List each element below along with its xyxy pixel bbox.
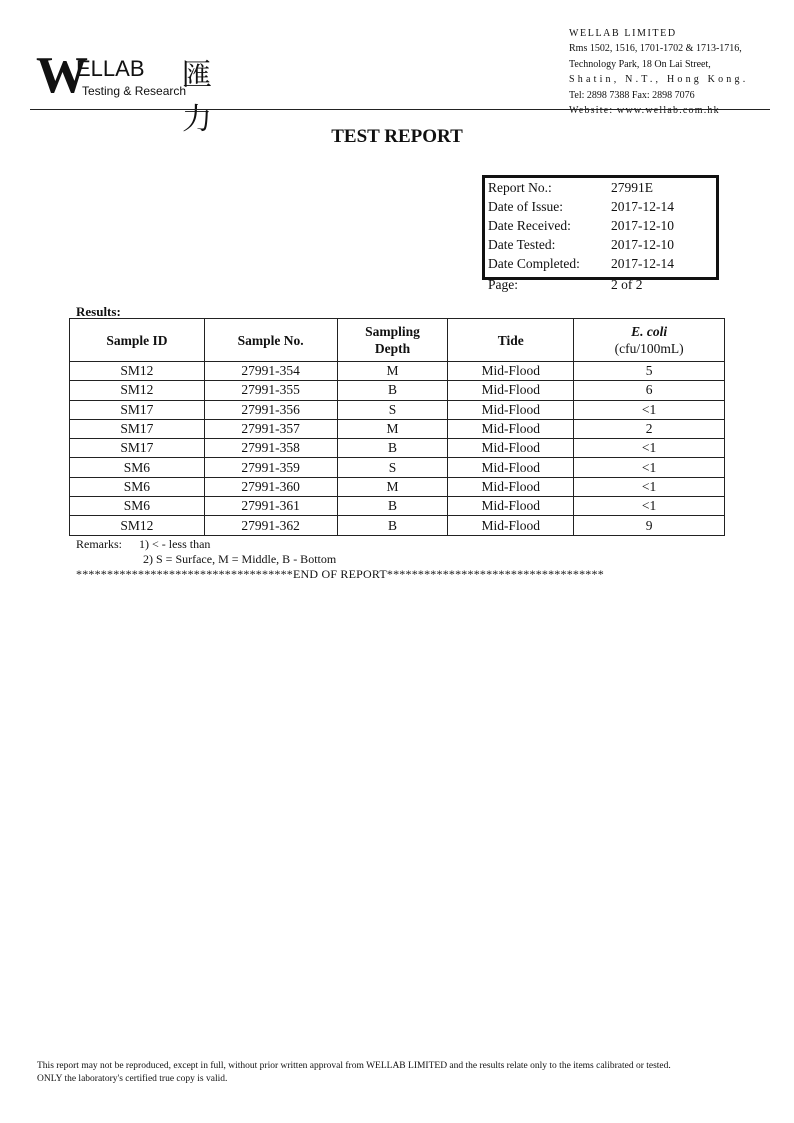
address-line-2: Technology Park, 18 On Lai Street, [569,58,711,70]
header-depth-line2: Depth [374,341,411,356]
remarks-line-1: 1) < - less than [139,537,211,551]
header-ecoli [574,319,725,362]
phone-fax: Tel: 2898 7388 Fax: 2898 7076 [569,89,695,101]
cell-sample-no: 27991-358 [204,439,337,458]
cell-depth: M [337,477,448,496]
table-row [70,516,725,535]
cell-ecoli: 6 [574,381,725,400]
header-depth-line1: Sampling [365,324,420,339]
logo-brand-text: ELLAB [76,56,145,81]
end-of-report: ***********************************END OF REPORT*********************************** [76,567,604,581]
cell-sample-no: 27991-359 [204,458,337,477]
cell-sample-no: 27991-354 [204,362,337,381]
header-divider [30,109,770,110]
logo-subtitle: Testing & Research [82,84,187,98]
remarks [76,537,210,552]
cell-tide: Mid-Flood [448,381,574,400]
table-header-row [70,319,725,362]
header-sample-no: Sample No. [204,319,337,362]
table-row [70,381,725,400]
cell-ecoli: 5 [574,362,725,381]
table-row [70,458,725,477]
info-value: 2 of 2 [611,277,643,292]
cell-sample-id: SM6 [70,497,205,516]
cell-ecoli: <1 [574,497,725,516]
cell-sample-id: SM17 [70,439,205,458]
footer-line-1: This report may not be reproduced, except in full, without prior written approval from WELLAB LIMITED and the results relate only to the items calibrated or tested. [37,1061,671,1071]
cell-sample-no: 27991-355 [204,381,337,400]
website: Website: www.wellab.com.hk [569,105,720,117]
company-name: WELLAB LIMITED [569,28,677,39]
cell-ecoli: <1 [574,400,725,419]
info-value: 2017-12-10 [611,218,674,233]
footer-disclaimer [37,1060,777,1086]
cell-tide: Mid-Flood [448,458,574,477]
cell-tide: Mid-Flood [448,497,574,516]
cell-depth: M [337,362,448,381]
cell-sample-id: SM6 [70,477,205,496]
remarks-line-2: 2) S = Surface, M = Middle, B - Bottom [143,552,337,566]
cell-sample-no: 27991-362 [204,516,337,535]
cell-sample-id: SM17 [70,400,205,419]
company-logo [36,47,216,137]
cell-sample-no: 27991-356 [204,400,337,419]
info-label: Date Completed: [488,256,580,271]
cell-depth: S [337,400,448,419]
cell-depth: B [337,439,448,458]
cell-sample-no: 27991-361 [204,497,337,516]
cell-ecoli: 9 [574,516,725,535]
info-label: Date of Issue: [488,199,563,214]
cell-tide: Mid-Flood [448,400,574,419]
cell-sample-id: SM17 [70,419,205,438]
cell-sample-no: 27991-357 [204,419,337,438]
cell-sample-no: 27991-360 [204,477,337,496]
cell-sample-id: SM12 [70,381,205,400]
address-line-3: Shatin, N.T., Hong Kong. [569,74,749,86]
header-ecoli-unit: (cfu/100mL) [614,341,684,356]
logo-w-mark: W [36,47,86,104]
header-ecoli-name: E. coli [631,324,668,339]
info-label: Report No.: [488,180,552,195]
remarks-label: Remarks: [76,537,122,551]
table-row [70,419,725,438]
header-tide: Tide [448,319,574,362]
table-row [70,362,725,381]
cell-sample-id: SM12 [70,516,205,535]
info-value: 2017-12-14 [611,256,674,271]
address-line-1: Rms 1502, 1516, 1701-1702 & 1713-1716, [569,43,742,55]
info-label: Page: [488,277,518,292]
cell-sample-id: SM12 [70,362,205,381]
cell-depth: S [337,458,448,477]
cell-ecoli: <1 [574,458,725,477]
cell-ecoli: <1 [574,477,725,496]
page-title: TEST REPORT [331,126,463,147]
info-label: Date Received: [488,218,571,233]
info-value: 27991E [611,180,653,195]
results-table [69,318,725,536]
cell-depth: B [337,381,448,400]
info-value: 2017-12-14 [611,199,674,214]
header-sampling-depth [337,319,448,362]
info-value: 2017-12-10 [611,237,674,252]
cell-tide: Mid-Flood [448,477,574,496]
cell-ecoli: 2 [574,419,725,438]
cell-depth: B [337,497,448,516]
cell-tide: Mid-Flood [448,439,574,458]
logo-chinese-text: 匯力 [182,58,212,137]
footer-line-2: ONLY the laboratory's certified true copy is valid. [37,1074,228,1084]
cell-sample-id: SM6 [70,458,205,477]
company-address-block [569,26,769,118]
cell-ecoli: <1 [574,439,725,458]
cell-tide: Mid-Flood [448,516,574,535]
cell-depth: B [337,516,448,535]
cell-tide: Mid-Flood [448,362,574,381]
cell-depth: M [337,419,448,438]
results-heading: Results: [76,304,121,319]
table-row [70,497,725,516]
table-row [70,439,725,458]
table-row [70,477,725,496]
header-sample-id: Sample ID [70,319,205,362]
table-row [70,400,725,419]
cell-tide: Mid-Flood [448,419,574,438]
info-label: Date Tested: [488,237,556,252]
